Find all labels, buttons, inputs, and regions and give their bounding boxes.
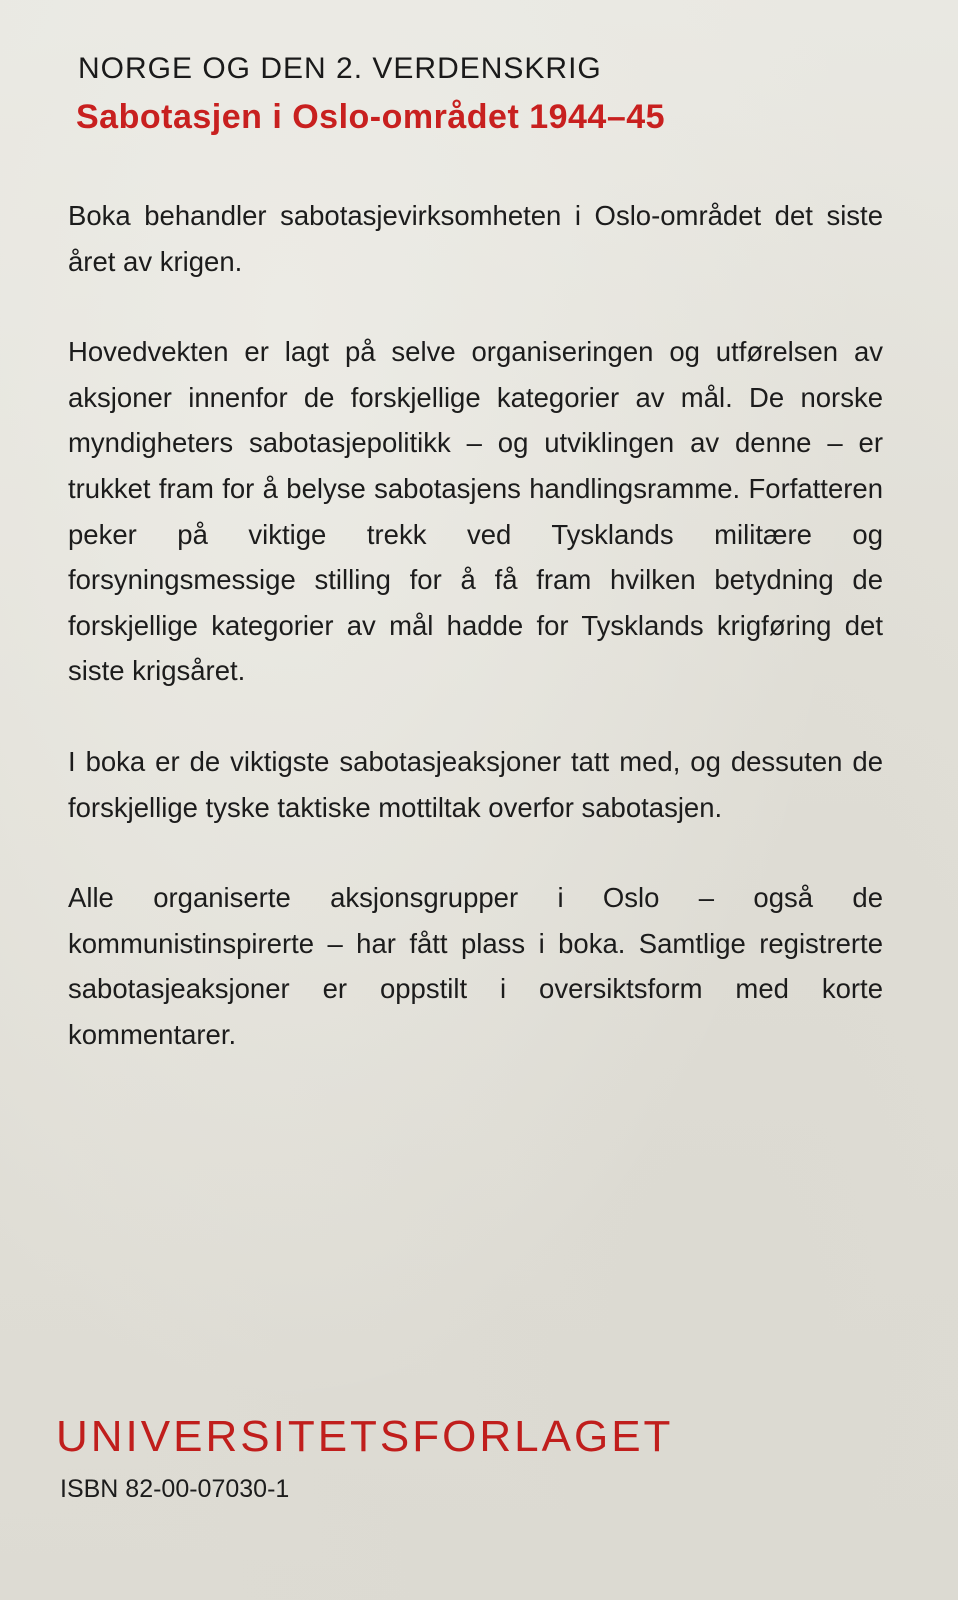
publisher-name: UNIVERSITETSFORLAGET [56, 1412, 674, 1461]
book-title: Sabotasjen i Oslo-området 1944–45 [76, 98, 666, 136]
blurb-text [68, 193, 883, 1103]
blurb-paragraph-3: I boka er de viktigste sabotasjeaksjoner tatt med, og dessuten de forskjellige tyske taktiske mottiltak overfor sabotasjen. [68, 745, 883, 823]
series-title: NORGE OG DEN 2. VERDENSKRIG [78, 52, 602, 85]
blurb-paragraph-1: Boka behandler sabotasjevirksomheten i Oslo-området det siste året av krigen. [68, 200, 883, 277]
blurb-paragraph-4: Alle organiserte aksjonsgrupper i Oslo – også de kommunistinspirerte – har fått plass i boka. Samtlige registrerte sabotasjeaksjoner er oppstilt i oversiktsform med korte kommentarer. [68, 882, 883, 1050]
blurb-paragraph-2: Hovedvekten er lagt på selve organiseringen og utførelsen av aksjoner innenfor de forskjellige kategorier av mål. De norske myndigheters sabotasjepolitikk – og utviklingen av denne – er trukket fram for å belyse sabotasjens handlingsramme. Forfatteren peker på viktige trekk ved Tysklands militære og forsyningsmessige stilling for å få fram hvilken betydning de forskjellige kategorier av mål hadde for Tysklands krigføring det siste krigsåret. [68, 336, 883, 687]
isbn-number: ISBN 82-00-07030-1 [60, 1475, 290, 1503]
